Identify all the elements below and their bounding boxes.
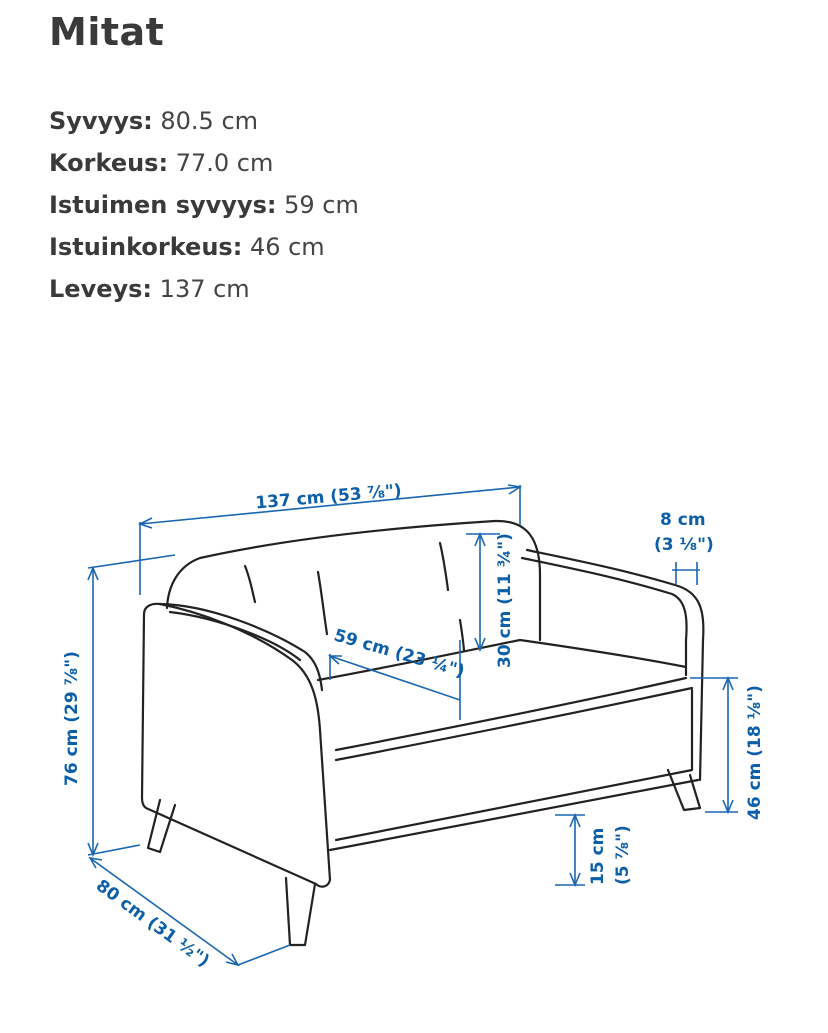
sofa-left-arm-top bbox=[160, 604, 322, 690]
depth-label: 80 cm (31 ½") bbox=[92, 875, 213, 972]
spec-value: 137 cm bbox=[159, 275, 250, 303]
spec-label: Leveys: bbox=[49, 275, 153, 303]
sofa-left-arm-side bbox=[142, 604, 330, 887]
total-height-label: 76 cm (29 ⅞") bbox=[62, 651, 82, 786]
clearance-cm-label: 15 cm bbox=[588, 827, 608, 885]
sofa-seat-front-top bbox=[336, 678, 686, 750]
spec-label: Istuinkorkeus: bbox=[49, 233, 243, 261]
seat-height-label: 46 cm (18 ⅛") bbox=[745, 685, 765, 820]
arrowhead bbox=[508, 485, 520, 494]
extension-line bbox=[88, 555, 175, 568]
back-height-label: 30 cm (11 ¾") bbox=[495, 533, 515, 668]
tuft-line bbox=[318, 572, 327, 634]
sofa-leg-back-left bbox=[148, 800, 175, 852]
page-title: Mitat bbox=[49, 10, 165, 54]
depth-dimension-line bbox=[90, 858, 238, 965]
spec-label: Istuimen syvyys: bbox=[49, 191, 277, 219]
extension-line bbox=[238, 945, 290, 965]
arm-in-label: (3 ⅛") bbox=[654, 535, 714, 555]
sofa-leg-front-right bbox=[668, 770, 700, 810]
sofa-right-arm-inner bbox=[522, 558, 687, 675]
spec-label: Korkeus: bbox=[49, 149, 169, 177]
spec-label: Syvyys: bbox=[49, 107, 153, 135]
tuft-line bbox=[245, 566, 255, 602]
sofa-base bbox=[336, 690, 692, 840]
clearance-in-label: (5 ⅞") bbox=[613, 825, 633, 885]
width-label: 137 cm (53 ⅞") bbox=[254, 480, 403, 514]
sofa-base-bottom bbox=[330, 780, 698, 850]
arm-cm-label: 8 cm bbox=[660, 510, 706, 530]
spec-value: 46 cm bbox=[249, 233, 325, 261]
spec-value: 77.0 cm bbox=[175, 149, 274, 177]
dimension-labels bbox=[62, 481, 765, 972]
spec-value: 59 cm bbox=[284, 191, 359, 219]
tuft-line bbox=[440, 543, 448, 590]
seat-depth-label: 59 cm (23 ¼") bbox=[331, 625, 467, 682]
spec-value: 80.5 cm bbox=[160, 107, 259, 135]
sofa-seat-front-bottom bbox=[336, 688, 692, 760]
arrowhead bbox=[226, 954, 238, 965]
sofa-leg-front-left bbox=[286, 878, 315, 945]
dimension-annotations bbox=[88, 485, 738, 965]
